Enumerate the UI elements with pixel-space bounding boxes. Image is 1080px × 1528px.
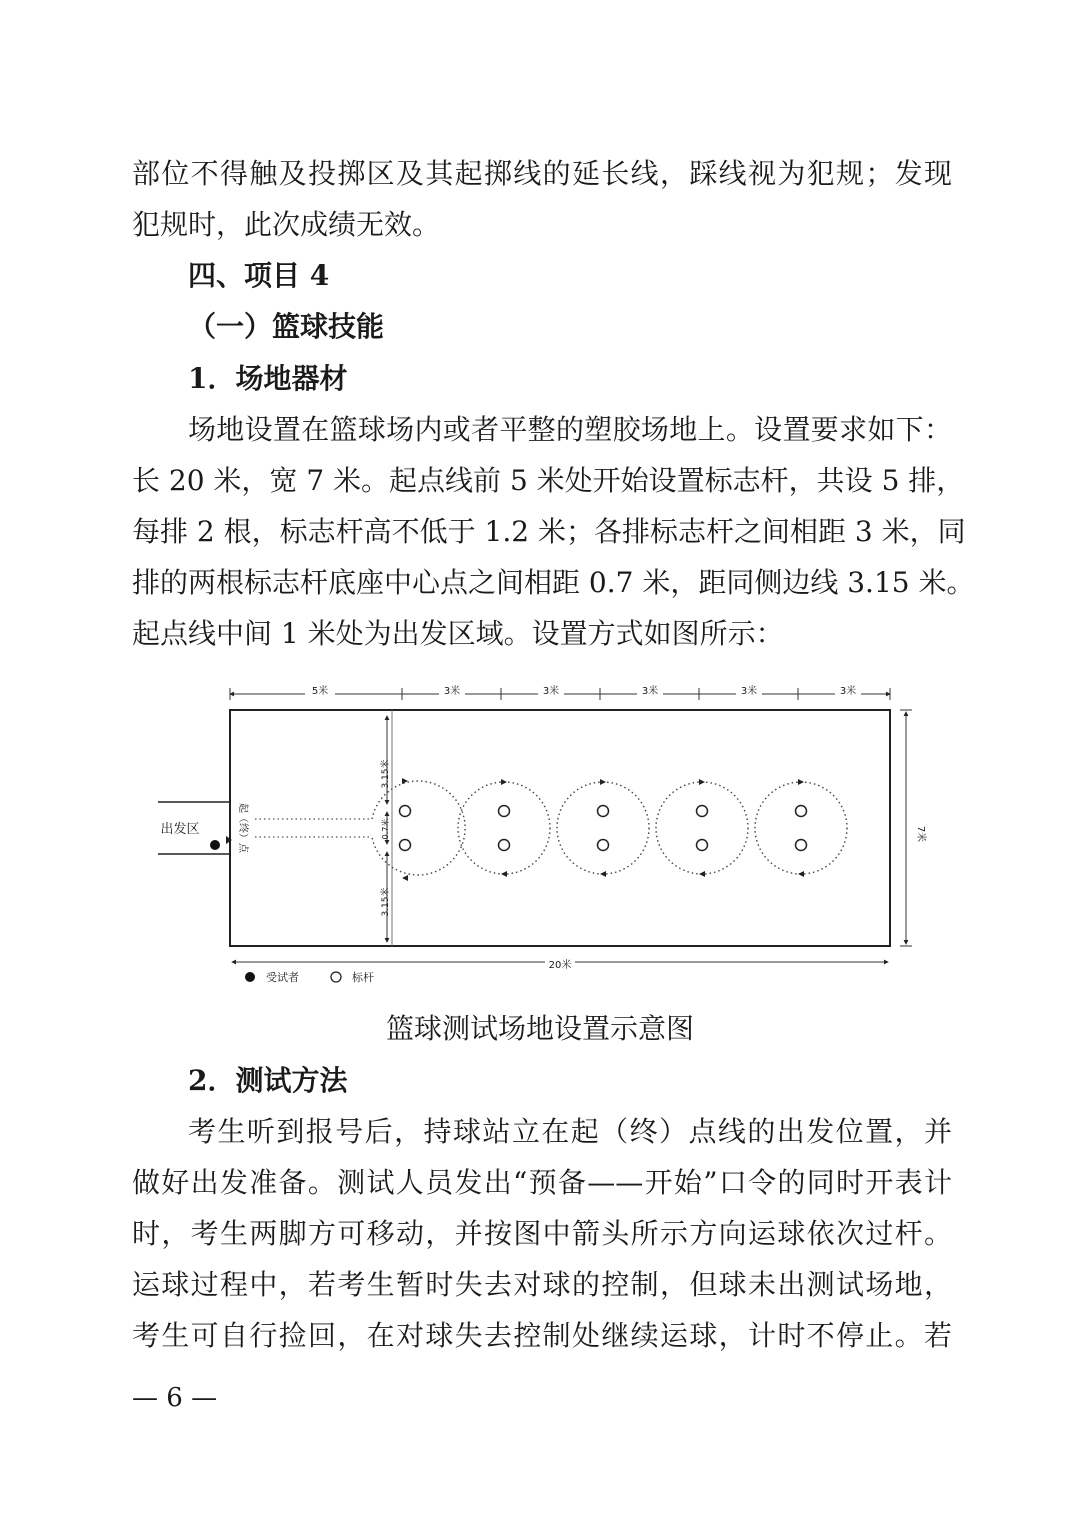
side-dim-top-label: 3.15米 bbox=[381, 759, 391, 789]
paragraph-line: 时，考生两脚方可移动，并按图中箭头所示方向运球依次过杆。 bbox=[132, 1217, 952, 1250]
start-line-label: 起（终）点 bbox=[237, 803, 248, 853]
marker-pole bbox=[598, 840, 609, 851]
direction-arrows bbox=[402, 778, 804, 881]
paragraph-line: 每排 2 根，标志杆高不低于 1.2 米；各排标志杆之间相距 3 米，同 bbox=[132, 515, 966, 548]
middle-dim-label: 0.7米 bbox=[381, 818, 390, 840]
page-number: — 6 — bbox=[132, 1383, 218, 1413]
marker-pole bbox=[697, 806, 708, 817]
section-heading: 四、项目 4 bbox=[188, 259, 330, 292]
court-boundary bbox=[230, 710, 890, 946]
paragraph-line: 犯规时，此次成绩无效。 bbox=[132, 208, 441, 241]
width-label: 7米 bbox=[915, 825, 926, 843]
paragraph-line: 起点线中间 1 米处为出发区域。设置方式如图所示： bbox=[132, 617, 784, 650]
marker-pole bbox=[796, 806, 807, 817]
paragraph-line: 排的两根标志杆底座中心点之间相距 0.7 米，距同侧边线 3.15 米。 bbox=[132, 566, 975, 599]
marker-pole bbox=[499, 840, 510, 851]
side-dim-bottom-label: 3.15米 bbox=[381, 887, 391, 917]
item-heading: 1．场地器材 bbox=[188, 362, 348, 395]
test-taker-marker bbox=[210, 840, 220, 850]
legend-pole-label: 标杆 bbox=[352, 971, 374, 984]
dim-label-3m: 3米 bbox=[641, 686, 659, 697]
dim-label-5m: 5米 bbox=[311, 686, 329, 697]
marker-pole bbox=[400, 806, 411, 817]
dim-label-3m: 3米 bbox=[740, 686, 758, 697]
legend-test-taker-label: 受试者 bbox=[266, 971, 299, 984]
dim-label-3m: 3米 bbox=[443, 686, 461, 697]
dribble-paths bbox=[372, 781, 847, 875]
paragraph-line: 考生听到报号后，持球站立在起（终）点线的出发位置，并 bbox=[188, 1115, 952, 1148]
paragraph-line: 场地设置在篮球场内或者平整的塑胶场地上。设置要求如下： bbox=[188, 413, 952, 446]
width-dimension bbox=[900, 710, 912, 946]
item-heading: 2．测试方法 bbox=[188, 1064, 348, 1097]
lead-in-path bbox=[255, 819, 372, 837]
marker-pole bbox=[697, 840, 708, 851]
marker-pole bbox=[499, 806, 510, 817]
dim-label-3m: 3米 bbox=[542, 686, 560, 697]
length-label: 20米 bbox=[548, 960, 572, 971]
marker-pole bbox=[400, 840, 411, 851]
marker-pole bbox=[598, 806, 609, 817]
figure-caption: 篮球测试场地设置示意图 bbox=[385, 1012, 694, 1045]
court-diagram-svg bbox=[140, 676, 926, 996]
marker-poles bbox=[400, 806, 807, 851]
paragraph-line: 运球过程中，若考生暂时失去对球的控制，但球未出测试场地， bbox=[132, 1268, 952, 1301]
legend-pole-symbol bbox=[331, 972, 341, 982]
paragraph-line: 长 20 米，宽 7 米。起点线前 5 米处开始设置标志杆，共设 5 排， bbox=[132, 464, 965, 497]
legend-test-taker-symbol bbox=[245, 972, 255, 982]
start-zone-label: 出发区 bbox=[160, 822, 200, 837]
marker-pole bbox=[796, 840, 807, 851]
paragraph-line: 做好出发准备。测试人员发出“预备——开始”口令的同时开表计 bbox=[132, 1166, 952, 1199]
paragraph-line: 部位不得触及投掷区及其起掷线的延长线，踩线视为犯规；发现 bbox=[132, 157, 952, 190]
subsection-heading: （一）篮球技能 bbox=[188, 310, 385, 343]
dim-label-3m: 3米 bbox=[839, 686, 857, 697]
court-diagram bbox=[140, 676, 926, 1000]
paragraph-line: 考生可自行捡回，在对球失去控制处继续运球，计时不停止。若 bbox=[132, 1319, 952, 1352]
